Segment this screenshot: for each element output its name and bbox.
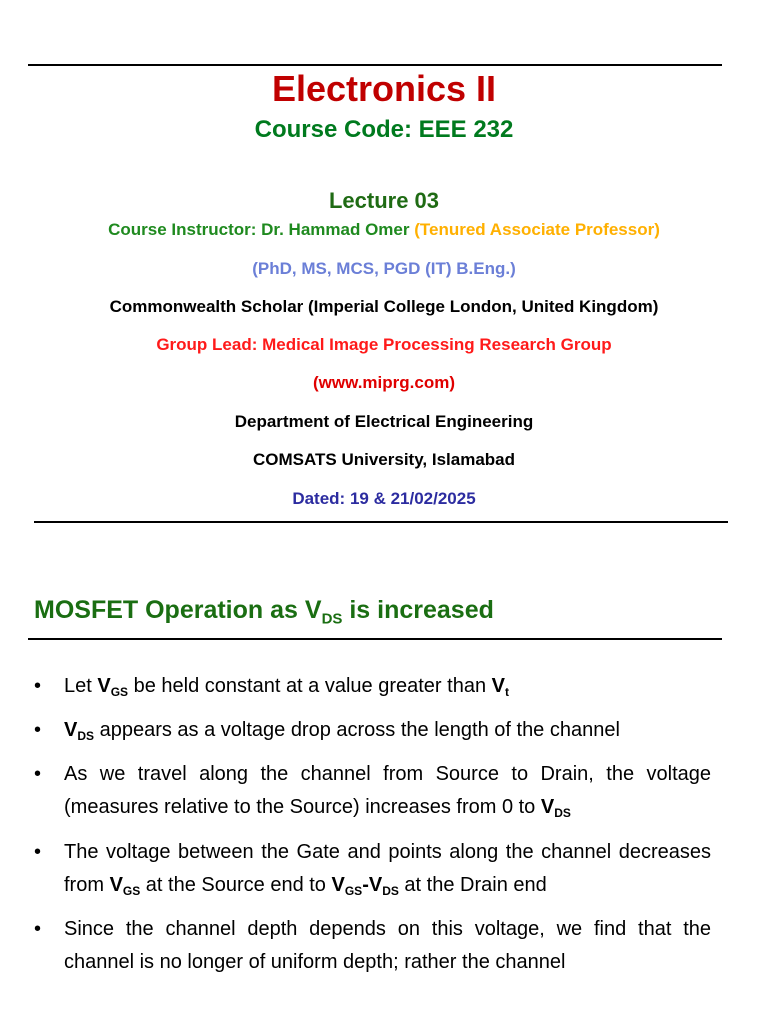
list-item: • As we travel along the channel from Source to Drain, the voltage (measures relative to the Source) increases from 0 to $V_{DS}$ <box>34 758 711 830</box>
page-title: Electronics II <box>271 68 497 109</box>
course-instructor <box>0 220 768 240</box>
scholar-line: Commonwealth Scholar (Imperial College London, United Kingdom) <box>109 297 659 316</box>
section-rule <box>28 638 722 640</box>
section-heading: MOSFET Operation as $V_{DS}$ is increased <box>34 596 494 628</box>
lecture-number: Lecture 03 <box>328 188 440 213</box>
list-item: • The voltage between the Gate and points along the channel decreases from $V_{GS}$ at the Source end to $V_{GS}-V_{DS}$ at the Drain end <box>34 836 711 908</box>
top-rule <box>28 64 722 66</box>
header-bottom-rule <box>34 521 728 523</box>
list-item: • Let $V_{GS}$ be held constant at a value greater than $V_t$ <box>34 670 711 709</box>
instructor-degrees: (PhD, MS, MCS, PGD (IT) B.Eng.) <box>252 259 516 278</box>
department: Department of Electrical Engineering <box>234 412 534 431</box>
group-lead: Group Lead: Medical Image Processing Research Group <box>156 335 612 354</box>
instructor-rank: (Tenured Associate Professor) <box>414 220 660 239</box>
instructor-name: Course Instructor: Dr. Hammad Omer <box>108 220 410 239</box>
website-link[interactable]: (www.miprg.com) <box>313 373 455 392</box>
date-line: Dated: 19 & 21/02/2025 <box>292 489 476 508</box>
bullet-list <box>34 670 711 984</box>
university: COMSATS University, Islamabad <box>253 450 515 469</box>
list-item: • $V_{DS}$ appears as a voltage drop across the length of the channel <box>34 714 711 753</box>
list-item: • Since the channel depth depends on this voltage, we find that the channel is no longer of uniform depth; rather the channel <box>34 913 711 979</box>
course-code: Course Code: EEE 232 <box>254 116 514 143</box>
